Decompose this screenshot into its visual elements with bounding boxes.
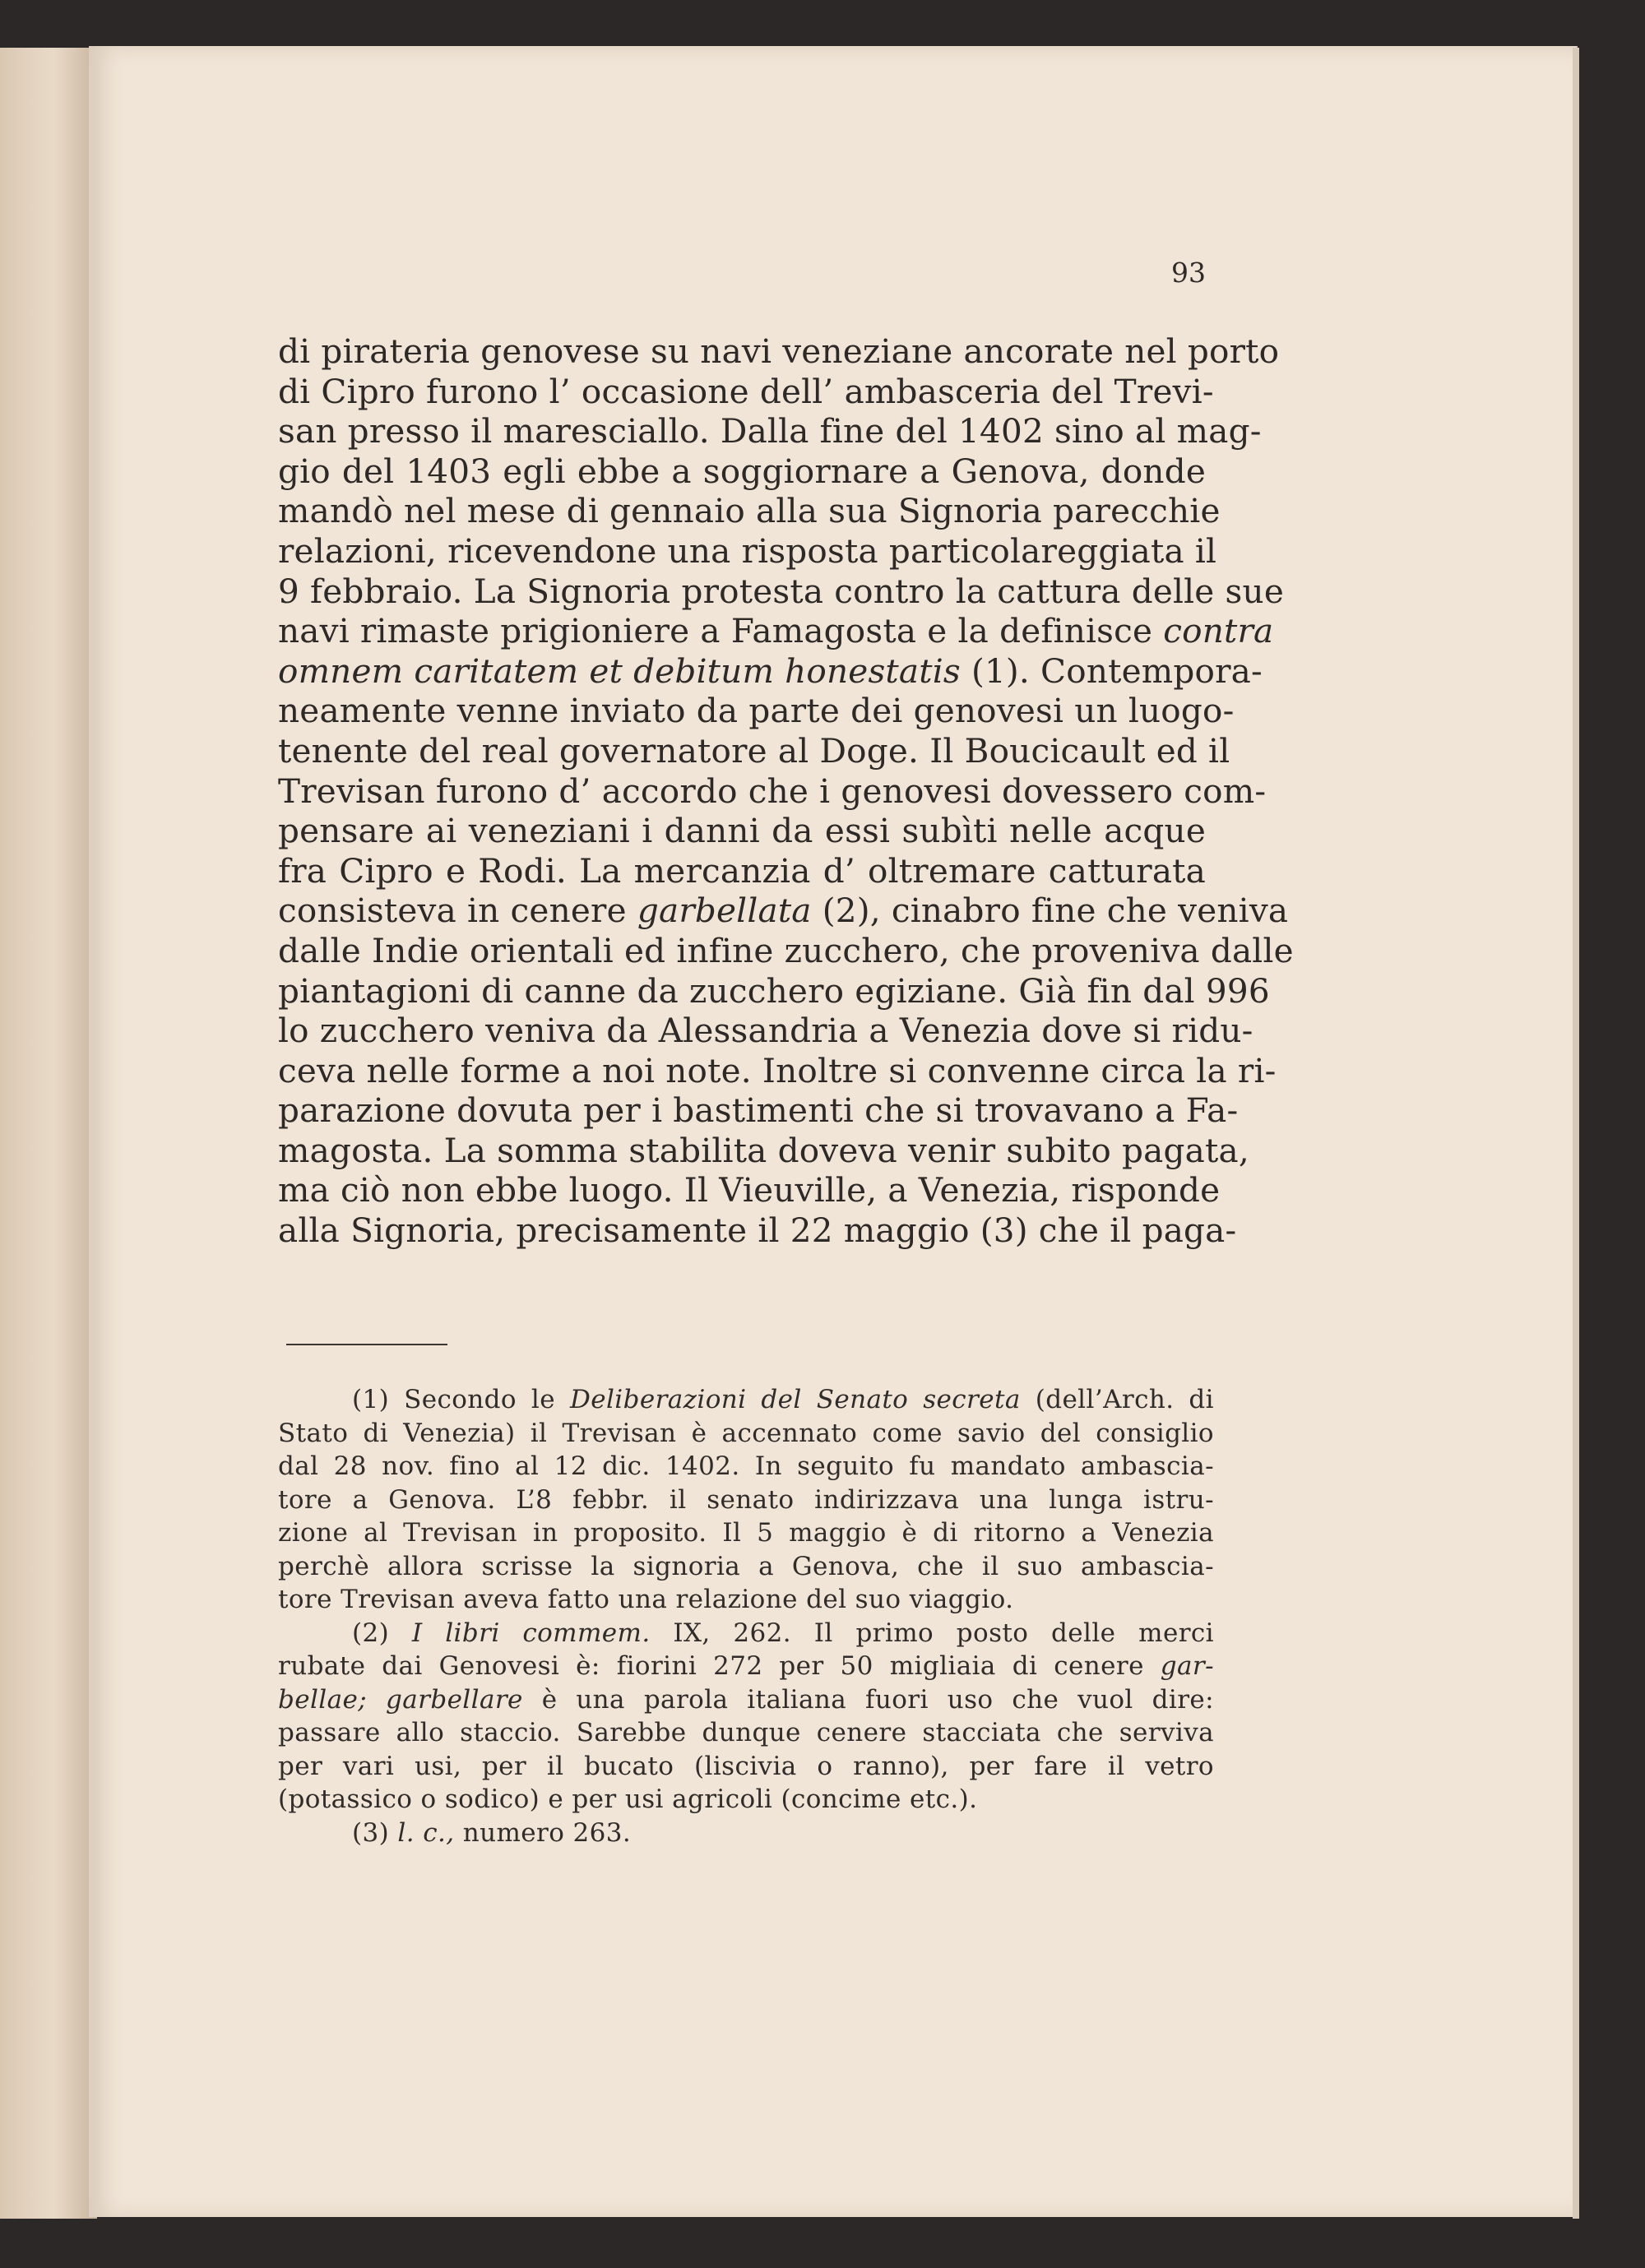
body-italic-segment: omnem caritatem et debitum honestatis [278, 650, 961, 691]
body-text-segment: consisteva in cenere [278, 891, 627, 931]
body-italic-segment: contra [1163, 611, 1274, 651]
body-text [278, 331, 1294, 1251]
page-number: 93 [1171, 257, 1206, 289]
body-line: relazioni, ricevendone una risposta particolareggiata il [278, 530, 1217, 571]
footnote-line: Stato di Venezia) il Trevisan è accennato come savio del consiglio [278, 1418, 1214, 1448]
body-line: 9 febbraio. La Signoria protesta contro la cattura delle sue [278, 571, 1284, 611]
page-right-edge [1573, 48, 1579, 2219]
footnote-italic-segment: bellae; garbellare [278, 1684, 523, 1715]
footnote-line: (potassico o sodico) e per usi agricoli (concime etc.). [278, 1784, 978, 1814]
footnote-segment: numero 263. [462, 1817, 632, 1848]
footnote-italic-segment: Deliberazioni del Senato secreta [569, 1385, 1021, 1414]
footnotes [278, 1383, 1214, 1849]
body-line: di Cipro furono l’ occasione dell’ ambasceria del Trevi- [278, 371, 1214, 411]
footnote-line: tore a Genova. L’8 febbr. il senato indirizzava una lunga istru- [278, 1484, 1214, 1515]
footnote-italic-segment: l. c., [397, 1817, 455, 1848]
body-line: lo zucchero veniva da Alessandria a Venezia dove si ridu- [278, 1011, 1253, 1051]
footnote-line: dal 28 nov. fino al 12 dic. 1402. In seguito fu mandato ambascia- [278, 1451, 1214, 1481]
body-line: gio del 1403 egli ebbe a soggiornare a Genova, donde [278, 451, 1206, 491]
footnote-line: zione al Trevisan in proposito. Il 5 maggio è di ritorno a Venezia [278, 1518, 1214, 1548]
footnote-line [278, 1817, 1214, 1850]
body-line: dalle Indie orientali ed infine zucchero, che proveniva dalle [278, 930, 1294, 970]
body-line: parazione dovuta per i bastimenti che si trovavano a Fa- [278, 1090, 1239, 1131]
body-line: san presso il maresciallo. Dalla fine del 1402 sino al mag- [278, 411, 1262, 451]
body-line: mandò nel mese di gennaio alla sua Signoria parecchie [278, 491, 1221, 531]
footnote-segment: (1) Secondo le [352, 1385, 555, 1414]
footnote-line [278, 1683, 1214, 1717]
body-line: neamente venne inviato da parte dei genovesi un luogo- [278, 691, 1235, 731]
body-line: ceva nelle forme a noi note. Inoltre si convenne circa la ri- [278, 1050, 1277, 1090]
body-text-segment: navi rimaste prigioniere a Famagosta e la definisce [278, 611, 1153, 651]
footnote-line: per vari usi, per il bucato (liscivia o ranno), per fare il vetro [278, 1751, 1214, 1781]
footnote-line: perchè allora scrisse la signoria a Genova, che il suo ambascia- [278, 1551, 1214, 1581]
body-line [278, 891, 1289, 931]
footnote-line: passare allo staccio. Sarebbe dunque cenere stacciata che serviva [278, 1718, 1214, 1747]
body-line: fra Cipro e Rodi. La mercanzia d’ oltremare catturata [278, 850, 1206, 891]
footnote-line [278, 1650, 1214, 1683]
body-line: ma ciò non ebbe luogo. Il Vieuville, a Venezia, risponde [278, 1170, 1221, 1210]
footnote-line: tore Trevisan aveva fatto una relazione del suo viaggio. [278, 1585, 1014, 1614]
footnote-segment: (3) [352, 1817, 390, 1848]
body-line: Trevisan furono d’ accordo che i genovesi dovessero com- [278, 771, 1267, 811]
footnote-segment: è una parola italiana fuori uso che vuol dire: [541, 1684, 1215, 1715]
body-line: magosta. La somma stabilita doveva venir subito pagata, [278, 1130, 1249, 1170]
body-line: pensare ai veneziani i danni da essi subìti nelle acque [278, 811, 1206, 851]
body-text-segment: (2), cinabro fine che veniva [822, 891, 1289, 931]
footnote-segment: (dell’Arch. di [1035, 1385, 1214, 1414]
footnote-italic-segment: I libri commem. [411, 1618, 651, 1648]
body-line [278, 611, 1274, 651]
body-italic-segment: garbellata [637, 891, 812, 931]
footnote-line [278, 1383, 1214, 1417]
body-text-segment: (1). Contempora- [971, 650, 1263, 691]
footnote-line [278, 1617, 1214, 1650]
body-line: di pirateria genovese su navi veneziane ancorate nel porto [278, 331, 1280, 371]
body-line: tenente del real governatore al Doge. Il Boucicault ed il [278, 730, 1230, 771]
left-facing-page-edge [0, 48, 97, 2219]
footnote-segment: rubate dai Genovesi è: fiorini 272 per 50 migliaia di cenere [278, 1651, 1144, 1681]
body-line: piantagioni di canne da zucchero egiziane. Già fin dal 996 [278, 970, 1270, 1011]
footnote-segment: IX, 262. Il primo posto delle merci [673, 1618, 1214, 1648]
footnote-segment: (2) [352, 1618, 390, 1648]
body-line: alla Signoria, precisamente il 22 maggio (3) che il paga- [278, 1210, 1237, 1251]
footnote-italic-segment: gar- [1160, 1651, 1214, 1681]
body-line [278, 650, 1263, 692]
footnote-separator [286, 1344, 447, 1345]
